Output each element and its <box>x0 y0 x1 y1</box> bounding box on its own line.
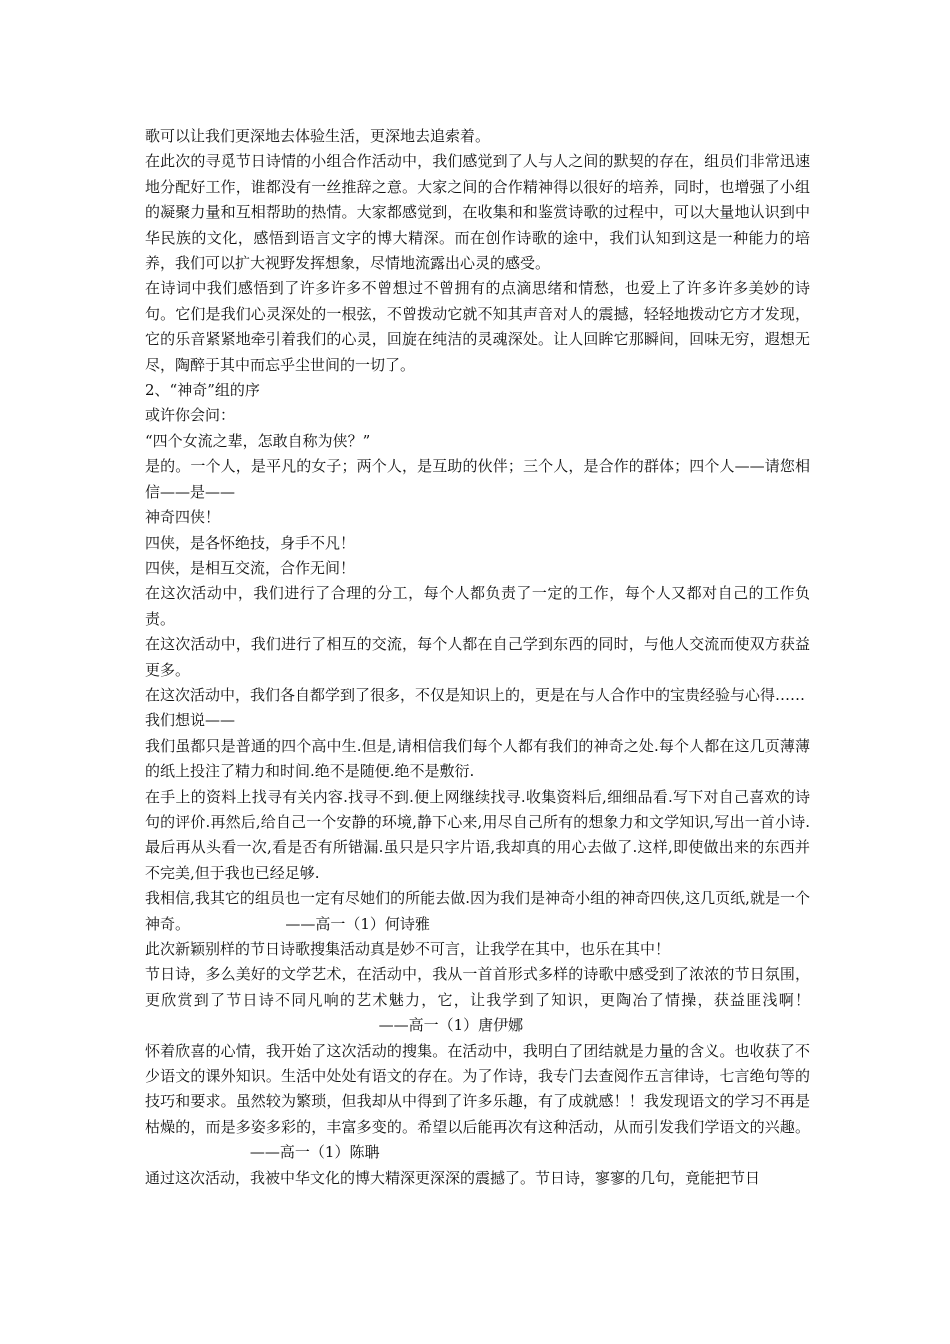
paragraph-text: 此次新颖别样的节日诗歌搜集活动真是妙不可言，让我学在其中，也乐在其中！ <box>145 940 671 958</box>
paragraph-17 <box>145 886 810 937</box>
paragraph-3 <box>145 276 810 378</box>
paragraph-text: “四个女流之辈，怎敢自称为侠？” <box>145 431 371 450</box>
paragraph-18 <box>145 937 810 962</box>
paragraph-text: 节日诗，多么美好的文学艺术，在活动中，我从一首首形式多样的诗歌中感受到了浓浓的节日氛围，更欣赏到了节日诗不同凡响的艺术魅力，它，让我学到了知识，更陶冶了情操，获益匪浅啊！ <box>145 965 810 1009</box>
paragraph-10 <box>145 556 810 581</box>
section-heading-text: 2、“神奇”组的序 <box>145 381 260 400</box>
paragraph-text: 或许你会问： <box>145 406 236 425</box>
paragraph-19 <box>145 962 810 1038</box>
paragraph-15 <box>145 734 810 785</box>
section-heading <box>145 378 810 403</box>
paragraph-16 <box>145 785 810 887</box>
paragraph-text: 在手上的资料上找寻有关内容.找寻不到.便上网继续找寻.收集资料后,细细品看.写下对自己喜欢的诗句的评价.再然后,给自己一个安静的环境,静下心来,用尽自己所有的想象力和文学知识,写出一首小诗.最后再从头看一次,看是否有所错漏.虽只是只字片语,我却真的用心去做了.这样,即使做出来的东西并不完美,但于我也已经足够. <box>145 787 810 882</box>
paragraph-text: 歌可以让我们更深地去体验生活，更深地去追索着。 <box>145 127 491 145</box>
paragraph-7 <box>145 454 810 505</box>
paragraph-text: 在这次活动中，我们进行了相互的交流，每个人都在自己学到东西的同时，与他人交流而使双方获益更多。 <box>145 635 810 679</box>
paragraph-14 <box>145 708 810 733</box>
paragraph-text: 在此次的寻觅节日诗情的小组合作活动中，我们感觉到了人与人之间的默契的存在，组员们非常迅速地分配好工作，谁都没有一丝推辞之意。大家之间的合作精神得以很好的培养，同时，也增强了小组的凝聚力量和互相帮助的热情。大家都感觉到，在收集和和鉴赏诗歌的过程中，可以大量地认识到中华民族的文化，感悟到语言文字的博大精深。而在创作诗歌的途中，我们认知到这是一种能力的培养，我们可以扩大视野发挥想象，尽情地流露出心灵的感受。 <box>145 152 810 273</box>
paragraph-21 <box>145 1166 810 1191</box>
paragraph-text: 在诗词中我们感悟到了许多许多不曾想过不曾拥有的点滴思绪和情愁，也爱上了许多许多美妙的诗句。它们是我们心灵深处的一根弦，不曾拨动它就不知其声音对人的震撼，轻轻地拨动它方才发现，它的乐音紧紧地牵引着我们的心灵，回旋在纯洁的灵魂深处。让人回眸它那瞬间，回味无穷，遐想无尽，陶醉于其中而忘乎尘世间的一切了。 <box>145 279 810 374</box>
paragraph-text: 神奇四侠！ <box>145 508 221 527</box>
paragraph-text: 是的。一个人，是平凡的女子；两个人，是互助的伙伴；三个人，是合作的群体；四个人——请您相信——是—— <box>145 457 810 501</box>
paragraph-1 <box>145 124 810 149</box>
paragraph-text: 四侠，是相互交流，合作无间！ <box>145 558 356 577</box>
paragraph-text: 通过这次活动，我被中华文化的博大精深更深深的震撼了。节日诗，寥寥的几句，竟能把节日 <box>145 1168 761 1187</box>
paragraph-9 <box>145 531 810 556</box>
paragraph-12 <box>145 632 810 683</box>
paragraph-text: 我们虽都只是普通的四个高中生.但是,请相信我们每个人都有我们的神奇之处.每个人都在这几页薄薄的纸上投注了精力和时间.绝不是随便.绝不是敷衍. <box>145 736 810 781</box>
paragraph-text: 四侠，是各怀绝技，身手不凡！ <box>145 533 356 552</box>
author-signature: ——高一（1）唐伊娜 <box>378 1016 524 1035</box>
paragraph-8 <box>145 505 810 530</box>
paragraph-11 <box>145 581 810 632</box>
paragraph-text: 怀着欣喜的心情，我开始了这次活动的搜集。在活动中，我明白了团结就是力量的含义。也收获了不少语文的课外知识。生活中处处有语文的存在。为了作诗，我专门去查阅作五言律诗，七言绝句等的技巧和要求。虽然较为繁琐，但我却从中得到了许多乐趣，有了成就感！！我发现语文的学习不再是枯燥的，而是多姿多彩的，丰富多变的。希望以后能再次有这种活动，从而引发我们学语文的兴趣。 <box>145 1041 810 1136</box>
paragraph-text: 在这次活动中，我们进行了合理的分工，每个人都负责了一定的工作，每个人又都对自己的工作负责。 <box>145 584 810 628</box>
paragraph-text: 我们想说—— <box>145 711 236 730</box>
paragraph-2 <box>145 149 810 276</box>
paragraph-text: 在这次活动中，我们各自都学到了很多，不仅是知识上的，更是在与人合作中的宝贵经验与心得…… <box>145 685 806 704</box>
paragraph-13 <box>145 683 810 708</box>
author-signature: ——高一（1）何诗雅 <box>285 914 430 933</box>
paragraph-20 <box>145 1039 810 1166</box>
paragraph-6 <box>145 429 810 454</box>
document-body <box>145 124 810 1191</box>
paragraph-5 <box>145 403 810 428</box>
author-signature: ——高一（1）陈聃 <box>249 1143 380 1162</box>
paragraph-text: 我相信,我其它的组员也一定有尽她们的所能去做.因为我们是神奇小组的神奇四侠,这几页纸,就是一个神奇。 <box>145 889 810 933</box>
